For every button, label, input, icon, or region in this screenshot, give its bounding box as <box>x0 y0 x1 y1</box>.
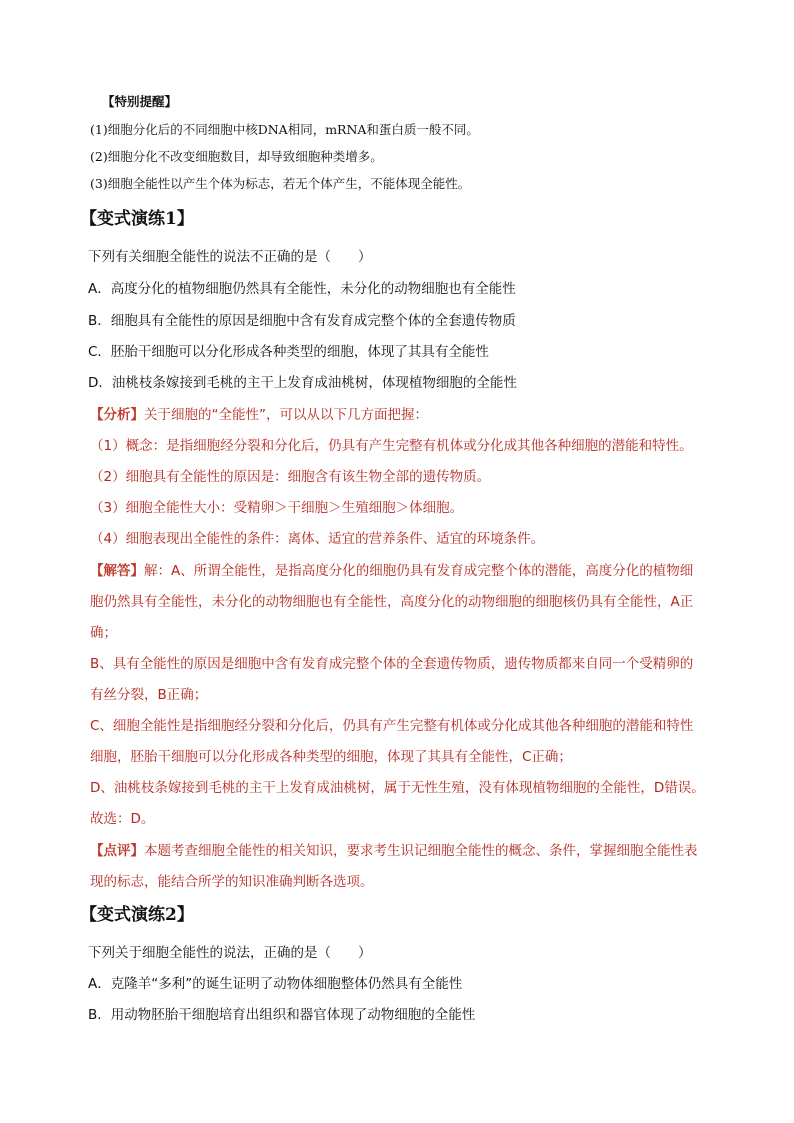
exercise1-question: 下列有关细胞全能性的说法不正确的是（ ） <box>88 249 372 265</box>
answer-line-3: 确； <box>90 625 117 641</box>
analysis-intro-line <box>90 405 428 425</box>
exercise2-question: 下列关于细胞全能性的说法，正确的是（ ） <box>88 945 372 961</box>
answer-line-1 <box>90 561 693 581</box>
tip-title: 【特别提醒】 <box>102 94 178 109</box>
answer-line-4: B、具有全能性的原因是细胞中含有发育成完整个体的全套遗传物质，遗传物质都来自同一个受精卵的 <box>90 656 694 672</box>
exercise1-option-b: B．细胞具有全能性的原因是细胞中含有发育成完整个体的全套遗传物质 <box>88 313 516 329</box>
exercise1-option-d: D．油桃枝条嫁接到毛桃的主干上发育成油桃树，体现植物细胞的全能性 <box>88 375 517 391</box>
comment-text-1: 本题考查细胞全能性的相关知识，要求考生识记细胞全能性的概念、条件，掌握细胞全能性表 <box>144 843 698 859</box>
tip-item-1: (1)细胞分化后的不同细胞中核DNA相同，mRNA和蛋白质一般不同。 <box>90 122 479 137</box>
exercise1-heading: 【变式演练1】 <box>80 209 194 229</box>
answer-tag: 【解答】 <box>90 563 144 579</box>
answer-line-2: 胞仍然具有全能性，未分化的动物细胞也有全能性，高度分化的动物细胞的细胞核仍具有全能性，A正 <box>90 594 694 610</box>
answer-line-6: C、细胞全能性是指细胞经分裂和分化后，仍具有产生完整有机体或分化成其他各种细胞的潜能和特性 <box>90 718 694 734</box>
answer-text-1: 解：A、所谓全能性，是指高度分化的细胞仍具有发育成完整个体的潜能，高度分化的植物细 <box>144 563 694 579</box>
tip-item-2: (2)细胞分化不改变细胞数目，却导致细胞种类增多。 <box>90 149 383 164</box>
analysis-intro: 关于细胞的“全能性”，可以从以下几方面把握： <box>144 407 428 423</box>
exercise2-option-b: B．用动物胚胎干细胞培育出组织和器官体现了动物细胞的全能性 <box>88 1007 476 1023</box>
comment-line-2: 现的标志，能结合所学的知识准确判断各选项。 <box>90 874 374 890</box>
answer-line-5: 有丝分裂，B正确； <box>90 687 208 703</box>
tip-item-3: (3)细胞全能性以产生个体为标志，若无个体产生，不能体现全能性。 <box>90 176 471 191</box>
analysis-point-3: （3）细胞全能性大小：受精卵＞干细胞＞生殖细胞＞体细胞。 <box>90 500 464 516</box>
exercise2-option-a: A．克隆羊“多利”的诞生证明了动物体细胞整体仍然具有全能性 <box>88 976 463 992</box>
answer-line-8: D、油桃枝条嫁接到毛桃的主干上发育成油桃树，属于无性生殖，没有体现植物细胞的全能性，D错误。 <box>90 780 705 796</box>
comment-line-1 <box>90 841 698 861</box>
exercise1-option-a: A．高度分化的植物细胞仍然具有全能性，未分化的动物细胞也有全能性 <box>88 281 516 297</box>
analysis-tag: 【分析】 <box>90 407 144 423</box>
exercise2-heading: 【变式演练2】 <box>80 905 194 925</box>
analysis-point-1: （1）概念：是指细胞经分裂和分化后，仍具有产生完整有机体或分化成其他各种细胞的潜能和特性。 <box>90 438 693 454</box>
answer-line-9: 故选：D。 <box>90 811 155 827</box>
analysis-point-4: （4）细胞表现出全能性的条件：离体、适宜的营养条件、适宜的环境条件。 <box>90 531 545 547</box>
analysis-point-2: （2）细胞具有全能性的原因是：细胞含有该生物全部的遗传物质。 <box>90 469 491 485</box>
comment-tag: 【点评】 <box>90 843 144 859</box>
exercise1-option-c: C．胚胎干细胞可以分化形成各种类型的细胞，体现了其具有全能性 <box>88 344 489 360</box>
answer-line-7: 细胞，胚胎干细胞可以分化形成各种类型的细胞，体现了其具有全能性，C正确； <box>90 749 572 765</box>
